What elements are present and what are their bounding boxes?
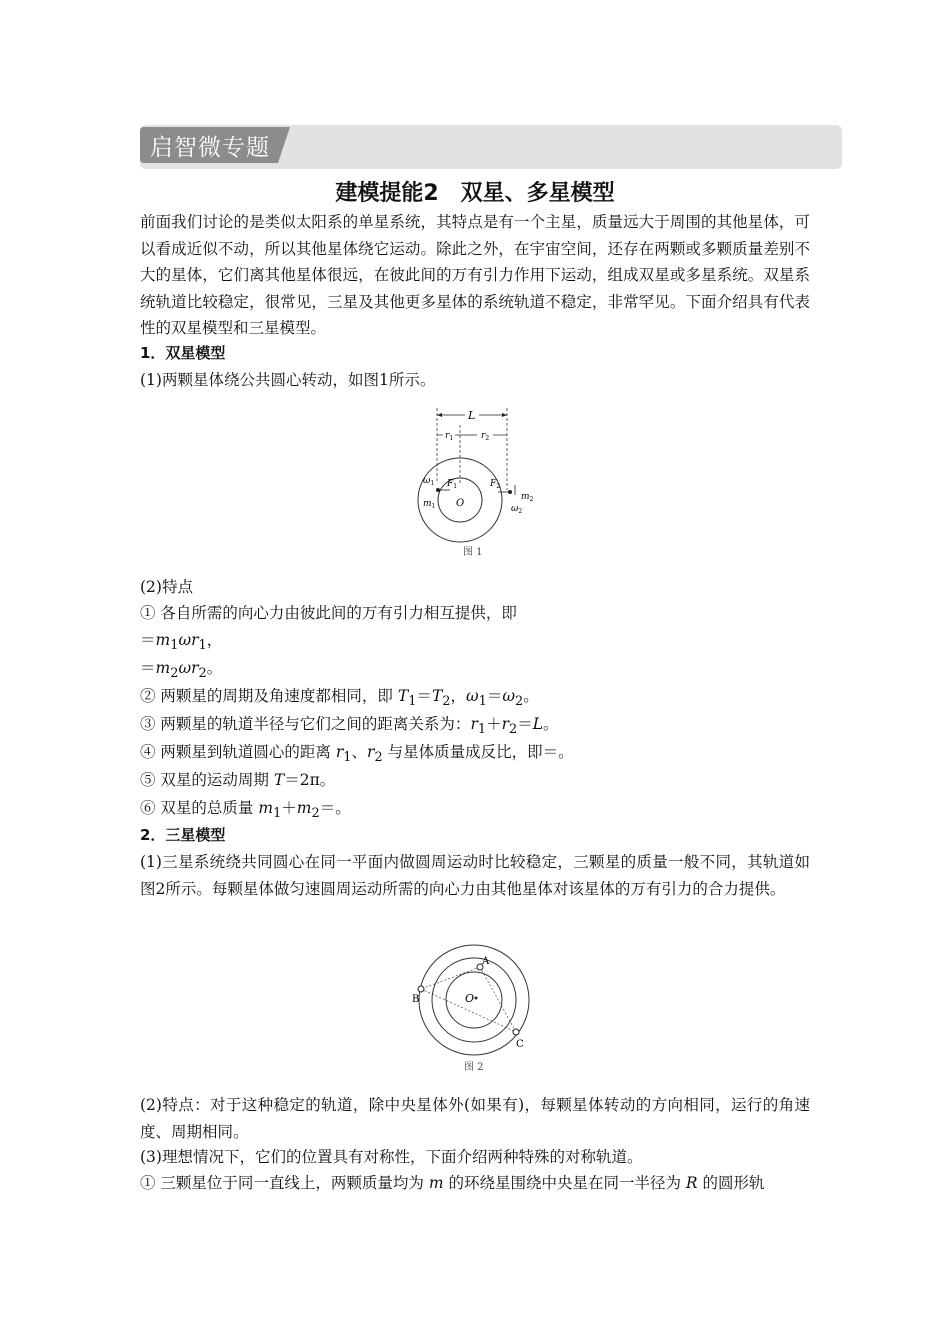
feature-item-1: ① 各自所需的向心力由彼此间的万有引力相互提供，即: [140, 604, 517, 622]
fig1-label-O: O: [456, 498, 465, 509]
feature-item-5: ⑤ 双星的运动周期 T＝2π。: [140, 771, 336, 789]
equation-2: $=m_2\omega r_2$。: [140, 659, 223, 682]
figure-1-binary-star: [405, 405, 555, 565]
section2-p1: (1)三星系统绕共同圆心在同一平面内做圆周运动时比较稳定，三颗星的质量一般不同，其轨道如图2所示。每颗星体做匀速圆周运动所需的向心力由其他星体对该星体的万有引力的合力提供。: [140, 853, 810, 898]
fig2-center-dot: [475, 997, 478, 1000]
feature-item-2: ② 两颗星的周期及角速度都相同，即 $T_1=T_2$，$\omega_1=\omega_2$。: [140, 687, 539, 710]
fig1-label-r2: $r_2$: [481, 431, 490, 442]
section1-heading: 1．双星模型: [140, 344, 226, 362]
feature-item-4: ④ 两颗星到轨道圆心的距离 $r_1$、$r_2$ 与星体质量成反比，即＝。: [140, 743, 574, 766]
fig1-caption: 图 1: [463, 547, 483, 558]
section1-p2: (2)特点: [140, 578, 193, 596]
section2-p2: (2)特点：对于这种稳定的轨道，除中央星体外(如果有)，每颗星体转动的方向相同，运行的角速度、周期相同。: [140, 1096, 810, 1141]
banner-label: 启智微专题: [150, 135, 270, 161]
fig2-label-C: C: [516, 1039, 524, 1050]
section2-heading: 2．三星模型: [140, 826, 226, 844]
feature-item-6: ⑥ 双星的总质量 $m_1+m_2=$。: [140, 799, 351, 822]
fig2-label-B: B: [412, 994, 420, 1005]
fig1-label-r1: $r_1$: [445, 431, 454, 442]
fig1-label-F1: $F_1$: [447, 479, 458, 490]
section2-p3: (3)理想情况下，它们的位置具有对称性，下面介绍两种特殊的对称轨道。: [140, 1148, 643, 1166]
fig1-label-L: L: [468, 409, 476, 422]
intro-paragraph: 前面我们讨论的是类似太阳系的单星系统，其特点是有一个主星，质量远大于周围的其他星体，可以看成近似不动，所以其他星体绕它运动。除此之外，在宇宙空间，还存在两颗或多颗质量差别不大的星体，它们离其他星体很远，在彼此间的万有引力作用下运动，组成双星或多星系统。双星系统轨道比较稳定，很常见，三星及其他更多星体的系统轨道不稳定，非常罕见。下面介绍具有代表性的双星模型和三星模型。: [140, 213, 810, 337]
fig1-label-m2: $m_2$: [521, 492, 534, 503]
figure-2-triple-star: [412, 940, 542, 1075]
fig2-caption: 图 2: [464, 1062, 484, 1073]
equation-1: $=m_1\omega r_1$，: [140, 631, 223, 654]
fig1-label-m1: $m_1$: [423, 499, 436, 510]
section-banner: [140, 125, 842, 169]
fig2-label-A: A: [482, 956, 490, 967]
section1-p1: (1)两颗星体绕公共圆心转动，如图1所示。: [140, 371, 436, 389]
fig1-label-w2: $\omega_2$: [511, 504, 523, 515]
fig1-label-F2: $F_2$: [490, 479, 501, 490]
feature-item-3: ③ 两颗星的轨道半径与它们之间的距离关系为：$r_1+r_2=L$。: [140, 715, 559, 738]
fig2-star-c: [513, 1029, 519, 1035]
fig1-label-w1: $\omega_1$: [423, 476, 435, 487]
fig2-label-O: O: [465, 992, 475, 1005]
fig2-star-b: [418, 986, 424, 992]
section2-p4: ① 三颗星位于同一直线上，两颗质量均为 m 的环绕星围绕中央星在同一半径为 R 的圆形轨: [140, 1174, 765, 1192]
page-title: 建模提能2 双星、多星模型: [335, 181, 615, 206]
